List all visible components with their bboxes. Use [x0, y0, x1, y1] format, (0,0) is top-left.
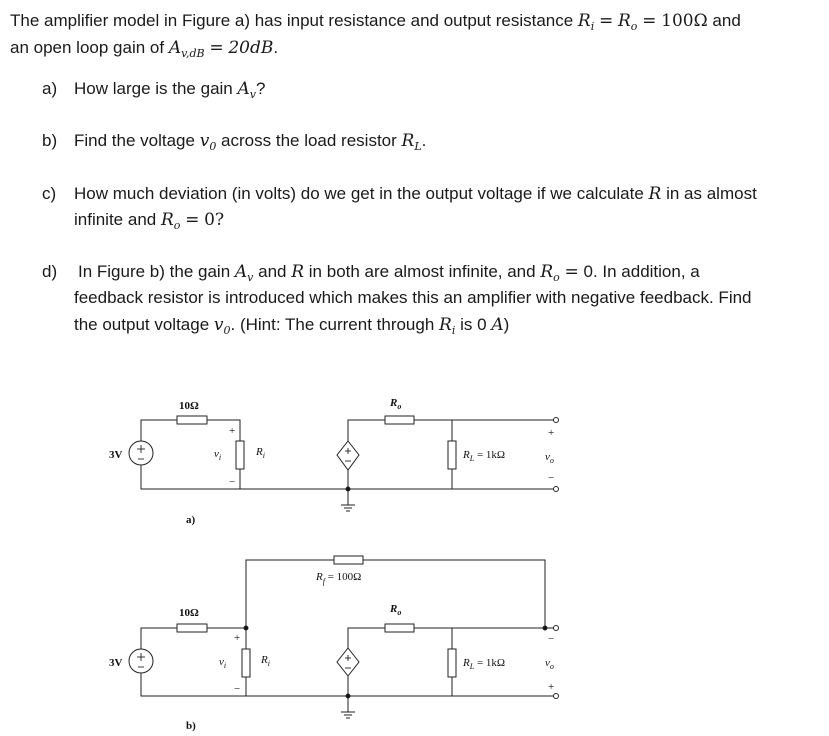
math-a: A: [491, 315, 504, 335]
resistor-ri: [236, 441, 244, 469]
junction-dot: [346, 487, 350, 491]
vi-label: $v_i$: [214, 448, 222, 462]
resistance-value: 100Ω: [661, 11, 708, 31]
math-av: $A_v$: [234, 262, 254, 284]
question-d-text-4: the output voltage: [74, 315, 210, 334]
minus-sign: −: [234, 683, 241, 695]
plus-sign: +: [548, 427, 555, 439]
minus-sign: −: [548, 633, 555, 645]
intro-text: The amplifier model in Figure a) has input resistance and output resistance: [10, 11, 574, 30]
close-paren: ): [503, 315, 510, 334]
math-ri: $R_i$: [577, 11, 595, 33]
math-r: R: [648, 184, 662, 204]
resistor-label: 10Ω: [179, 607, 199, 619]
question-d-and: and: [258, 262, 287, 281]
question-a-label: a): [42, 79, 58, 98]
question-c-text-2: infinite and: [74, 210, 157, 229]
junction-dot: [244, 626, 248, 630]
question-b-text: Find the voltage: [74, 131, 195, 150]
math-ro: $R_o$: [540, 262, 560, 284]
ro-label: $R_o$: [390, 603, 402, 617]
question-b-label: b): [42, 131, 58, 150]
math-r: R: [291, 262, 305, 282]
question-c-text-end: in as almost: [666, 184, 757, 203]
math-rl: $R_L$: [401, 131, 422, 153]
ri-label: $R_i$: [256, 446, 265, 460]
period: .: [273, 38, 279, 57]
question-d-hint: . (Hint: The current through: [230, 315, 435, 334]
resistor-ri: [242, 649, 250, 677]
vo-label: $v_o$: [545, 451, 554, 465]
intro-and: and: [712, 11, 741, 30]
ro-label: $R_o$: [390, 397, 402, 411]
minus-sign: −: [229, 476, 236, 488]
junction-dot: [543, 626, 547, 630]
resistor-rf: [334, 556, 363, 564]
question-c-label: c): [42, 184, 57, 203]
resistor-rl: [448, 649, 456, 677]
math-eq: =: [642, 11, 657, 31]
plus-sign: +: [234, 632, 241, 644]
resistor-rl: [448, 441, 456, 469]
rl-label: $R_L = 1k\Omega$: [463, 657, 506, 671]
question-d-label: d): [42, 262, 58, 281]
value-zero: 0?: [204, 210, 225, 230]
resistor-ro: [385, 624, 414, 632]
ri-label: $R_i$: [261, 654, 270, 668]
output-terminal-bottom: [554, 487, 559, 492]
figure-a-circuit: [129, 416, 559, 511]
math-eq: =: [209, 38, 224, 58]
ground-icon: [341, 505, 355, 511]
math-av: $A_v$: [237, 79, 256, 101]
math-ro: $R_o$: [617, 11, 638, 33]
math-eq: =: [185, 210, 200, 230]
output-terminal-bottom: [554, 694, 559, 699]
resistor-label: 10Ω: [179, 400, 199, 412]
question-a-text: How large is the gain: [74, 79, 233, 98]
junction-dot: [346, 694, 350, 698]
math-v0: $v_0$: [199, 131, 217, 153]
plus-sign: +: [229, 425, 236, 437]
question-d-text-2: in both are almost infinite, and: [308, 262, 536, 281]
math-eq: =: [564, 262, 579, 282]
math-v0: $v_0$: [213, 315, 231, 337]
source-label: 3V: [109, 449, 123, 461]
math-avdb: $A_{v,dB}$: [168, 38, 205, 60]
source-label: 3V: [109, 657, 123, 669]
ground-icon: [341, 712, 355, 718]
question-d-text-3: 0. In addition, a: [583, 262, 700, 281]
question-c-text: How much deviation (in volts) do we get in the output voltage if we calculate: [74, 184, 644, 203]
vi-label: $v_i$: [219, 656, 227, 670]
question-b-mid: across the load resistor: [221, 131, 397, 150]
period: .: [421, 131, 427, 150]
rf-label: $R_f = 100\Omega$: [316, 571, 362, 586]
resistor-10-ohm: [177, 624, 207, 632]
question-mark: ?: [256, 79, 266, 98]
dependent-source: [337, 648, 359, 676]
output-terminal-top: [554, 626, 559, 631]
question-d-text: In Figure b) the gain: [78, 262, 231, 281]
math-ri: $R_i$: [439, 315, 456, 337]
resistor-10-ohm: [177, 416, 207, 424]
math-ro: $R_o$: [160, 210, 181, 232]
question-d-hint-2: is 0: [460, 315, 487, 334]
vo-label: $v_o$: [545, 657, 554, 671]
output-terminal-top: [554, 418, 559, 423]
figure-b-caption: b): [186, 720, 196, 732]
dependent-source: [337, 441, 359, 470]
plus-sign: +: [548, 681, 555, 693]
gain-value: 20dB: [228, 38, 274, 58]
question-d-line-2: feedback resistor is introduced which makes this an amplifier with negative feedback. Find: [74, 288, 752, 307]
rl-label: $R_L = 1k\Omega$: [463, 449, 506, 463]
minus-sign: −: [548, 472, 555, 484]
figure-a-caption: a): [186, 514, 196, 526]
resistor-ro: [385, 416, 414, 424]
intro-text-2: an open loop gain of: [10, 38, 165, 57]
math-eq: =: [599, 11, 614, 31]
